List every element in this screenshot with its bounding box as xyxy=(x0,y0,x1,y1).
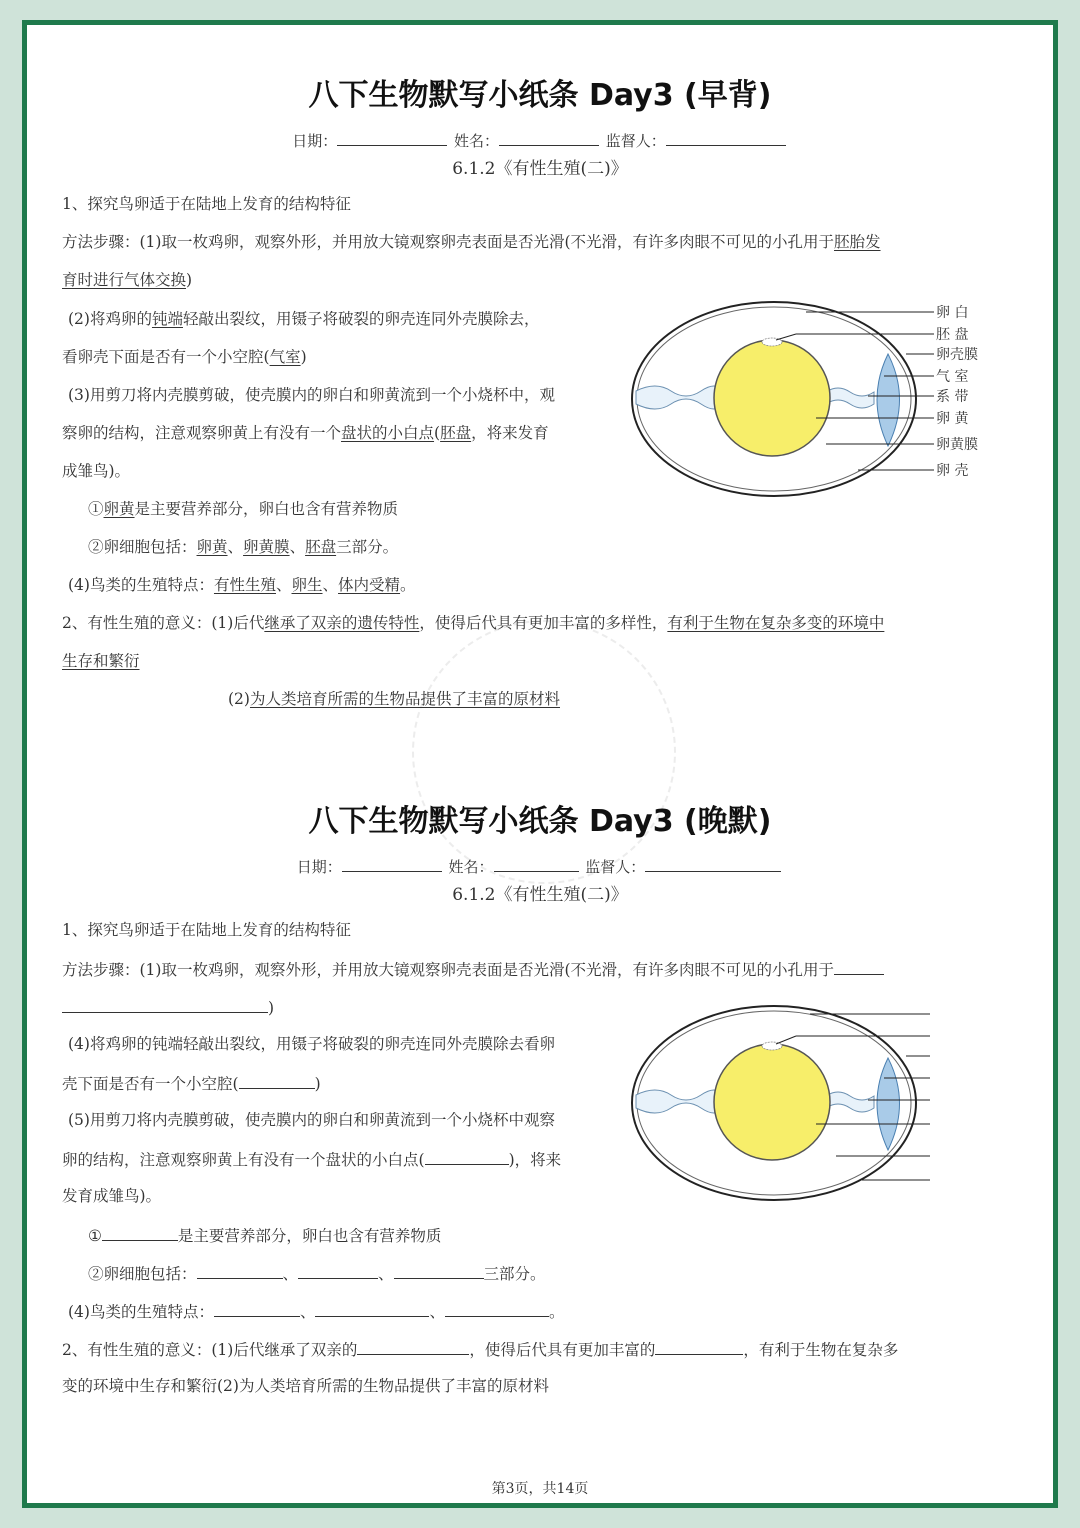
name-label: 姓名： xyxy=(448,858,494,876)
text: 三部分。 xyxy=(483,1265,546,1283)
label-chalaza: 系 带 xyxy=(936,389,969,405)
fill-blank[interactable] xyxy=(357,1338,469,1355)
morning-q2-line3 xyxy=(228,689,560,709)
text: 、 xyxy=(227,538,244,556)
text: ) xyxy=(268,999,275,1017)
text: 是主要营养部分，卵白也含有营养物质 xyxy=(134,500,399,518)
text: (4)鸟类的生殖特点： xyxy=(68,1303,214,1321)
fill-blank[interactable] xyxy=(239,1072,315,1089)
text: 、 xyxy=(322,576,339,594)
text: 三部分。 xyxy=(336,538,399,556)
label-air-cell: 气 室 xyxy=(936,369,969,385)
fill-blank[interactable] xyxy=(394,1262,484,1279)
evening-p1 xyxy=(88,1224,441,1246)
text: ②卵细胞包括： xyxy=(88,538,197,556)
text: 、 xyxy=(282,1265,299,1283)
text: ) xyxy=(314,1075,321,1093)
yolk xyxy=(714,340,830,456)
text: 方法步骤：(1)取一枚鸡卵，观察外形，并用放大镜观察卵壳表面是否光滑(不光滑，有许多肉眼不可见的小孔用于 xyxy=(62,233,835,251)
text: 、 xyxy=(429,1303,445,1321)
morning-p1 xyxy=(88,499,398,519)
text: 、 xyxy=(289,538,306,556)
text: ，有利于生物在复杂多 xyxy=(743,1341,899,1359)
date-blank[interactable] xyxy=(342,856,442,872)
answer: 钝端 xyxy=(151,310,183,328)
text: ① xyxy=(88,500,104,518)
answer: 继承了双亲的遗传特性 xyxy=(264,614,420,632)
label-yolk: 卵 黄 xyxy=(936,411,969,427)
answer: 胚盘 xyxy=(440,424,472,442)
morning-q1-title: 1、探究鸟卵适于在陆地上发育的结构特征 xyxy=(62,195,351,213)
supervisor-blank[interactable] xyxy=(666,130,786,146)
evening-p4 xyxy=(68,1300,565,1322)
text: 察卵的结构，注意观察卵黄上有没有一个 xyxy=(62,424,342,442)
text: 2、有性生殖的意义：(1)后代继承了双亲的 xyxy=(62,1341,358,1359)
text: ( xyxy=(434,424,441,442)
text: 是主要营养部分，卵白也含有营养物质 xyxy=(177,1227,442,1245)
morning-p2 xyxy=(88,537,398,557)
text: ，将来 xyxy=(514,1151,562,1169)
name-blank[interactable] xyxy=(499,130,599,146)
answer: 卵黄膜 xyxy=(243,538,290,556)
morning-m3-line1: (3)用剪刀将内壳膜剪破，使壳膜内的卵白和卵黄流到一个小烧杯中，观 xyxy=(68,386,555,404)
evening-m1-line1 xyxy=(62,958,884,980)
answer: 体内受精 xyxy=(338,576,401,594)
watermark-seal xyxy=(412,620,676,884)
text: ，将来发育 xyxy=(471,424,549,442)
text: 2、有性生殖的意义：(1)后代 xyxy=(62,614,265,632)
text: 壳下面是否有一个小空腔( xyxy=(62,1075,239,1093)
text: 、 xyxy=(299,1303,316,1321)
answer: 有利于生物在复杂多变的环境中 xyxy=(667,614,885,632)
label-germinal-disc: 胚 盘 xyxy=(936,327,969,343)
evening-m2-line2 xyxy=(62,1072,321,1094)
text: 轻敲出裂纹，用镊子将破裂的卵壳连同外壳膜除去， xyxy=(182,310,540,328)
answer: 生存和繁衍 xyxy=(62,652,140,670)
page-number: 第3页，共14页 xyxy=(491,1481,589,1497)
morning-egg-diagram xyxy=(626,296,996,506)
fill-blank[interactable] xyxy=(197,1262,283,1279)
supervisor-label: 监督人： xyxy=(585,858,646,876)
evening-q1-title: 1、探究鸟卵适于在陆地上发育的结构特征 xyxy=(62,921,351,939)
evening-m2-line1: (4)将鸡卵的钝端轻敲出裂纹，用镊子将破裂的卵壳连同外壳膜除去看卵 xyxy=(68,1035,555,1053)
label-yolk-membrane: 卵黄膜 xyxy=(936,437,978,453)
answer: 卵生 xyxy=(291,576,323,594)
evening-q2-line1 xyxy=(62,1338,898,1360)
fill-blank[interactable] xyxy=(834,958,884,975)
text: ① xyxy=(88,1227,102,1245)
evening-m3-line2 xyxy=(62,1148,561,1170)
morning-m1-line2 xyxy=(62,270,192,290)
answer: 卵黄 xyxy=(196,538,228,556)
morning-m2-line2 xyxy=(62,347,307,367)
fill-blank[interactable] xyxy=(315,1300,429,1317)
text: ②卵细胞包括： xyxy=(88,1265,197,1283)
fill-blank[interactable] xyxy=(425,1148,509,1165)
morning-q2-line2 xyxy=(62,651,140,671)
answer: 胚胎发 xyxy=(834,233,881,251)
text: 、 xyxy=(275,576,292,594)
text: 。 xyxy=(400,576,416,594)
evening-m3-line3: 发育成雏鸟)。 xyxy=(62,1187,162,1205)
fill-blank[interactable] xyxy=(62,996,268,1013)
answer: 气室 xyxy=(269,348,301,366)
fill-blank[interactable] xyxy=(214,1300,300,1317)
evening-egg-diagram xyxy=(626,1000,946,1210)
text: (2)将鸡卵的 xyxy=(68,310,152,328)
evening-p2 xyxy=(88,1262,546,1284)
label-shell-membrane: 卵壳膜 xyxy=(936,347,978,363)
morning-q2-line1 xyxy=(62,613,884,633)
text: 看卵壳下面是否有一个小空腔( xyxy=(62,348,270,366)
text: (2) xyxy=(228,690,250,708)
supervisor-blank[interactable] xyxy=(645,856,781,872)
date-label: 日期： xyxy=(296,858,342,876)
text: 、 xyxy=(378,1265,394,1283)
answer: 为人类培育所需的生物品提供了丰富的原材料 xyxy=(249,690,560,708)
supervisor-label: 监督人： xyxy=(605,132,666,150)
morning-subtitle: 6.1.2《有性生殖(二)》 xyxy=(452,159,628,179)
text: (4)鸟类的生殖特点： xyxy=(68,576,214,594)
morning-m3-line3: 成雏鸟)。 xyxy=(62,462,131,480)
answer: 育时进行气体交换 xyxy=(62,271,187,289)
label-eggshell: 卵 壳 xyxy=(936,463,969,479)
evening-m3-line1: (5)用剪刀将内壳膜剪破，使壳膜内的卵白和卵黄流到一个小烧杯中观察 xyxy=(68,1111,555,1129)
fill-blank[interactable] xyxy=(445,1300,549,1317)
text: 。 xyxy=(549,1303,565,1321)
evening-m1-line2 xyxy=(62,996,274,1018)
fill-blank[interactable] xyxy=(102,1224,178,1241)
evening-info-row xyxy=(0,856,1080,877)
answer: 胚盘 xyxy=(305,538,337,556)
answer: 盘状的小白点 xyxy=(341,424,435,442)
date-blank[interactable] xyxy=(337,130,447,146)
text: ) xyxy=(186,271,193,289)
yolk xyxy=(714,1044,830,1160)
answer: 有性生殖 xyxy=(213,576,276,594)
evening-q2-line2: 变的环境中生存和繁衍(2)为人类培育所需的生物品提供了丰富的原材料 xyxy=(62,1377,549,1395)
text: ) xyxy=(508,1151,515,1169)
morning-m3-line2 xyxy=(62,423,549,443)
text: ，使得后代具有更加丰富的多样性， xyxy=(419,614,668,632)
text: ) xyxy=(300,348,307,366)
text: 方法步骤：(1)取一枚鸡卵，观察外形，并用放大镜观察卵壳表面是否光滑(不光滑，有许多肉眼不可见的小孔用于 xyxy=(62,961,835,979)
morning-m2-line1 xyxy=(68,309,540,329)
fill-blank[interactable] xyxy=(655,1338,743,1355)
morning-info-row xyxy=(0,130,1080,151)
text: 卵的结构，注意观察卵黄上有没有一个盘状的小白点( xyxy=(62,1151,425,1169)
text: ，使得后代具有更加丰富的 xyxy=(469,1341,656,1359)
morning-p4 xyxy=(68,575,416,595)
morning-m1-line1 xyxy=(62,232,881,252)
name-blank[interactable] xyxy=(494,856,579,872)
fill-blank[interactable] xyxy=(298,1262,378,1279)
date-label: 日期： xyxy=(292,132,338,150)
evening-subtitle: 6.1.2《有性生殖(二)》 xyxy=(452,885,628,905)
evening-title: 八下生物默写小纸条 Day3 (晚默) xyxy=(308,804,772,839)
name-label: 姓名： xyxy=(453,132,499,150)
morning-title: 八下生物默写小纸条 Day3 (早背) xyxy=(308,78,772,113)
label-albumen: 卵 白 xyxy=(936,305,969,321)
answer: 卵黄 xyxy=(103,500,135,518)
